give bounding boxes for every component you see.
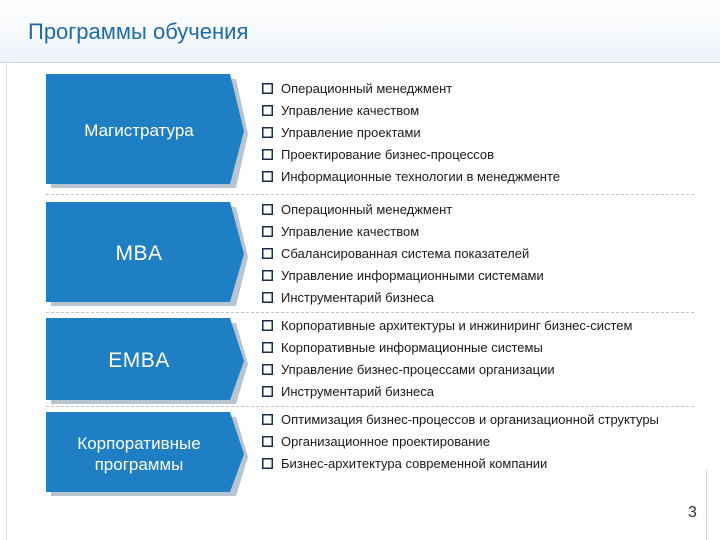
list-item xyxy=(262,100,560,122)
checkbox-bullet-icon xyxy=(262,149,273,160)
left-rule xyxy=(6,62,7,540)
checkbox-bullet-icon xyxy=(262,270,273,281)
separator xyxy=(46,312,694,313)
program-label-masters: Магистратура xyxy=(84,121,194,141)
list-item-text: Бизнес-архитектура современной компании xyxy=(281,456,548,471)
list-item-text: Сбалансированная система показателей xyxy=(281,246,530,261)
program-label-emba: EMBA xyxy=(108,348,170,372)
list-item-text: Корпоративные информационные системы xyxy=(281,340,543,355)
program-items-emba xyxy=(262,315,632,403)
checkbox-bullet-icon xyxy=(262,458,273,469)
list-item-text: Информационные технологии в менеджменте xyxy=(281,169,561,184)
list-item-text: Управление бизнес-процессами организации xyxy=(281,362,555,377)
list-item xyxy=(262,287,544,309)
program-arrow-mba xyxy=(46,202,248,306)
checkbox-bullet-icon xyxy=(262,171,273,182)
list-item xyxy=(262,144,560,166)
corner-divider xyxy=(706,470,707,540)
list-item-text: Управление качеством xyxy=(281,103,420,118)
list-item-text: Инструментарий бизнеса xyxy=(281,384,434,399)
separator xyxy=(46,194,694,195)
list-item-text: Оптимизация бизнес-процессов и организационной структуры xyxy=(281,412,659,427)
list-item-text: Управление качеством xyxy=(281,224,420,239)
list-item xyxy=(262,78,560,100)
list-item xyxy=(262,199,544,221)
list-item-text: Проектирование бизнес-процессов xyxy=(281,147,495,162)
checkbox-bullet-icon xyxy=(262,436,273,447)
list-item-text: Корпоративные архитектуры и инжиниринг бизнес-систем xyxy=(281,318,633,333)
list-item xyxy=(262,166,560,188)
list-item xyxy=(262,337,632,359)
checkbox-bullet-icon xyxy=(262,342,273,353)
program-arrow-corporate xyxy=(46,412,248,496)
checkbox-bullet-icon xyxy=(262,248,273,259)
checkbox-bullet-icon xyxy=(262,226,273,237)
list-item-text: Управление информационными системами xyxy=(281,268,544,283)
program-label-corporate: Корпоративные программы xyxy=(77,433,201,474)
checkbox-bullet-icon xyxy=(262,386,273,397)
program-arrow-emba xyxy=(46,318,248,404)
separator xyxy=(46,406,694,407)
list-item-text: Управление проектами xyxy=(281,125,421,140)
title-bar xyxy=(0,0,720,62)
title-divider xyxy=(0,62,720,63)
list-item xyxy=(262,265,544,287)
checkbox-bullet-icon xyxy=(262,83,273,94)
list-item xyxy=(262,359,632,381)
list-item xyxy=(262,243,544,265)
checkbox-bullet-icon xyxy=(262,127,273,138)
program-items-masters xyxy=(262,78,560,188)
list-item xyxy=(262,381,632,403)
list-item xyxy=(262,315,632,337)
page-title: Программы обучения xyxy=(28,19,249,44)
checkbox-bullet-icon xyxy=(262,292,273,303)
list-item xyxy=(262,453,659,475)
page-number: 3 xyxy=(688,504,697,521)
list-item-text: Операционный менеджмент xyxy=(281,202,453,217)
checkbox-bullet-icon xyxy=(262,204,273,215)
list-item-text: Организационное проектирование xyxy=(281,434,490,449)
checkbox-bullet-icon xyxy=(262,414,273,425)
program-arrow-masters xyxy=(46,74,248,188)
list-item xyxy=(262,221,544,243)
checkbox-bullet-icon xyxy=(262,364,273,375)
checkbox-bullet-icon xyxy=(262,105,273,116)
list-item-text: Инструментарий бизнеса xyxy=(281,290,434,305)
program-items-mba xyxy=(262,199,544,309)
program-items-corporate xyxy=(262,409,659,475)
list-item xyxy=(262,122,560,144)
checkbox-bullet-icon xyxy=(262,320,273,331)
list-item xyxy=(262,409,659,431)
program-label-mba: MBA xyxy=(115,241,163,265)
list-item xyxy=(262,431,659,453)
list-item-text: Операционный менеджмент xyxy=(281,81,453,96)
